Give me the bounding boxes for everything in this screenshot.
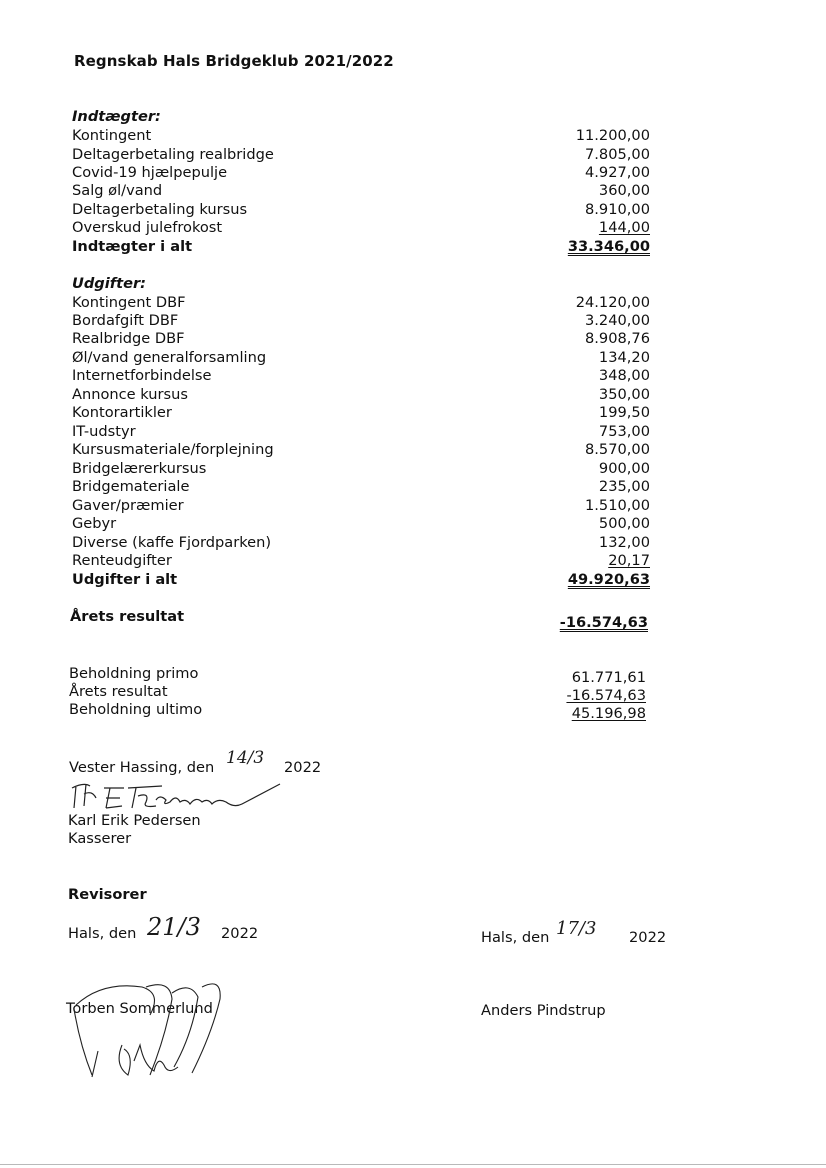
treasurer-handwritten-date: 14/3 [226,748,265,768]
expense-amount: 500,00 [598,515,650,532]
expense-amount: 753,00 [598,423,650,440]
expense-label: Bridgelærerkursus [72,460,207,477]
auditor-left-year: 2022 [221,925,259,942]
expense-row [72,349,650,367]
balance-label: Beholdning primo [69,665,199,682]
expense-label: Realbridge DBF [72,330,185,347]
income-row [72,127,650,145]
income-row [72,182,650,200]
expense-row [72,294,650,312]
treasurer-role: Kasserer [68,830,132,847]
expense-amount: 199,50 [598,404,650,421]
auditor-left-handwritten-date: 21/3 [147,913,201,941]
expense-amount: 900,00 [598,460,650,477]
expense-row [72,460,650,478]
expense-label: Bordafgift DBF [72,312,179,329]
income-amount: 4.927,00 [585,164,650,181]
income-amount: 144,00 [598,219,650,236]
expenses-total-label: Udgifter i alt [72,571,178,588]
expense-amount: 134,20 [598,349,650,366]
balance-row [69,683,646,704]
income-label: Kontingent [72,127,152,144]
income-amount: 8.910,00 [585,201,650,218]
expense-amount: 3.240,00 [585,312,650,329]
balance-label: Beholdning ultimo [69,701,203,718]
treasurer-year: 2022 [284,759,322,776]
income-row [72,164,650,182]
result-amount: -16.574,63 [559,614,648,631]
income-heading: Indtægter: [72,108,161,125]
expense-amount: 8.570,00 [585,441,650,458]
expense-label: Kontingent DBF [72,294,186,311]
expense-row [72,312,650,330]
auditor-left-signature-icon [62,975,232,1095]
expense-row [72,386,650,404]
balance-label: Årets resultat [69,683,168,700]
balance-row [69,701,646,722]
expense-row [72,367,650,385]
income-label: Covid-19 hjælpepulje [72,164,228,181]
scan-edge-line [0,1164,826,1165]
expense-amount: 350,00 [598,386,650,403]
expenses-heading: Udgifter: [72,275,147,292]
expense-row [72,441,650,459]
income-total-row [72,238,650,256]
auditors-heading: Revisorer [68,886,147,903]
income-total-amount: 33.346,00 [567,238,650,255]
result-label: Årets resultat [70,608,185,625]
expense-row [72,423,650,441]
expense-amount: 24.120,00 [575,294,650,311]
expense-row [72,515,650,533]
document-title: Regnskab Hals Bridgeklub 2021/2022 [74,52,394,70]
auditor-left-place-prefix: Hals, den [68,925,137,942]
expense-row [72,330,650,348]
expense-amount: 235,00 [598,478,650,495]
auditor-right-year: 2022 [629,929,667,946]
treasurer-place-prefix: Vester Hassing, den [69,759,215,776]
expense-label: Annonce kursus [72,386,189,403]
income-amount: 11.200,00 [575,127,650,144]
expense-row [72,534,650,552]
expense-amount: 1.510,00 [585,497,650,514]
auditor-left-name: Torben Sommerlund [66,1000,213,1017]
expense-label: Kursusmateriale/forplejning [72,441,274,458]
expense-label: IT-udstyr [72,423,136,440]
expense-label: Gebyr [72,515,117,532]
income-row [72,146,650,164]
expense-label: Internetforbindelse [72,367,212,384]
income-amount: 7.805,00 [585,146,650,163]
balance-amount: -16.574,63 [566,687,646,704]
income-label: Overskud julefrokost [72,219,223,236]
expense-row [72,497,650,515]
income-label: Deltagerbetaling kursus [72,201,248,218]
income-label: Salg øl/vand [72,182,163,199]
expense-amount: 8.908,76 [585,330,650,347]
expense-amount: 348,00 [598,367,650,384]
balance-row [69,665,646,686]
auditor-right-place-prefix: Hals, den [481,929,550,946]
income-row [72,201,650,219]
balance-amount: 45.196,98 [571,705,646,722]
expense-amount: 132,00 [598,534,650,551]
expenses-total-row [72,571,650,589]
balance-amount: 61.771,61 [571,669,646,686]
treasurer-signature-icon [70,778,290,814]
expense-label: Diverse (kaffe Fjordparken) [72,534,272,551]
expense-row [72,404,650,422]
income-heading-row [72,108,650,126]
auditor-right-name: Anders Pindstrup [481,1002,606,1019]
income-label: Deltagerbetaling realbridge [72,146,274,163]
income-total-label: Indtægter i alt [72,238,193,255]
treasurer-name: Karl Erik Pedersen [68,812,201,829]
expense-label: Bridgemateriale [72,478,190,495]
expense-row [72,478,650,496]
auditor-right-handwritten-date: 17/3 [556,918,597,939]
expense-label: Kontorartikler [72,404,172,421]
income-row [72,219,650,237]
expenses-heading-row [72,275,650,293]
expense-label: Gaver/præmier [72,497,184,514]
expense-row [72,552,650,570]
income-amount: 360,00 [598,182,650,199]
result-row [70,608,648,631]
expenses-total-amount: 49.920,63 [567,571,650,588]
expense-amount: 20,17 [608,552,650,569]
expense-label: Renteudgifter [72,552,172,569]
treasurer-place-date [69,759,214,777]
expense-label: Øl/vand generalforsamling [72,349,267,366]
